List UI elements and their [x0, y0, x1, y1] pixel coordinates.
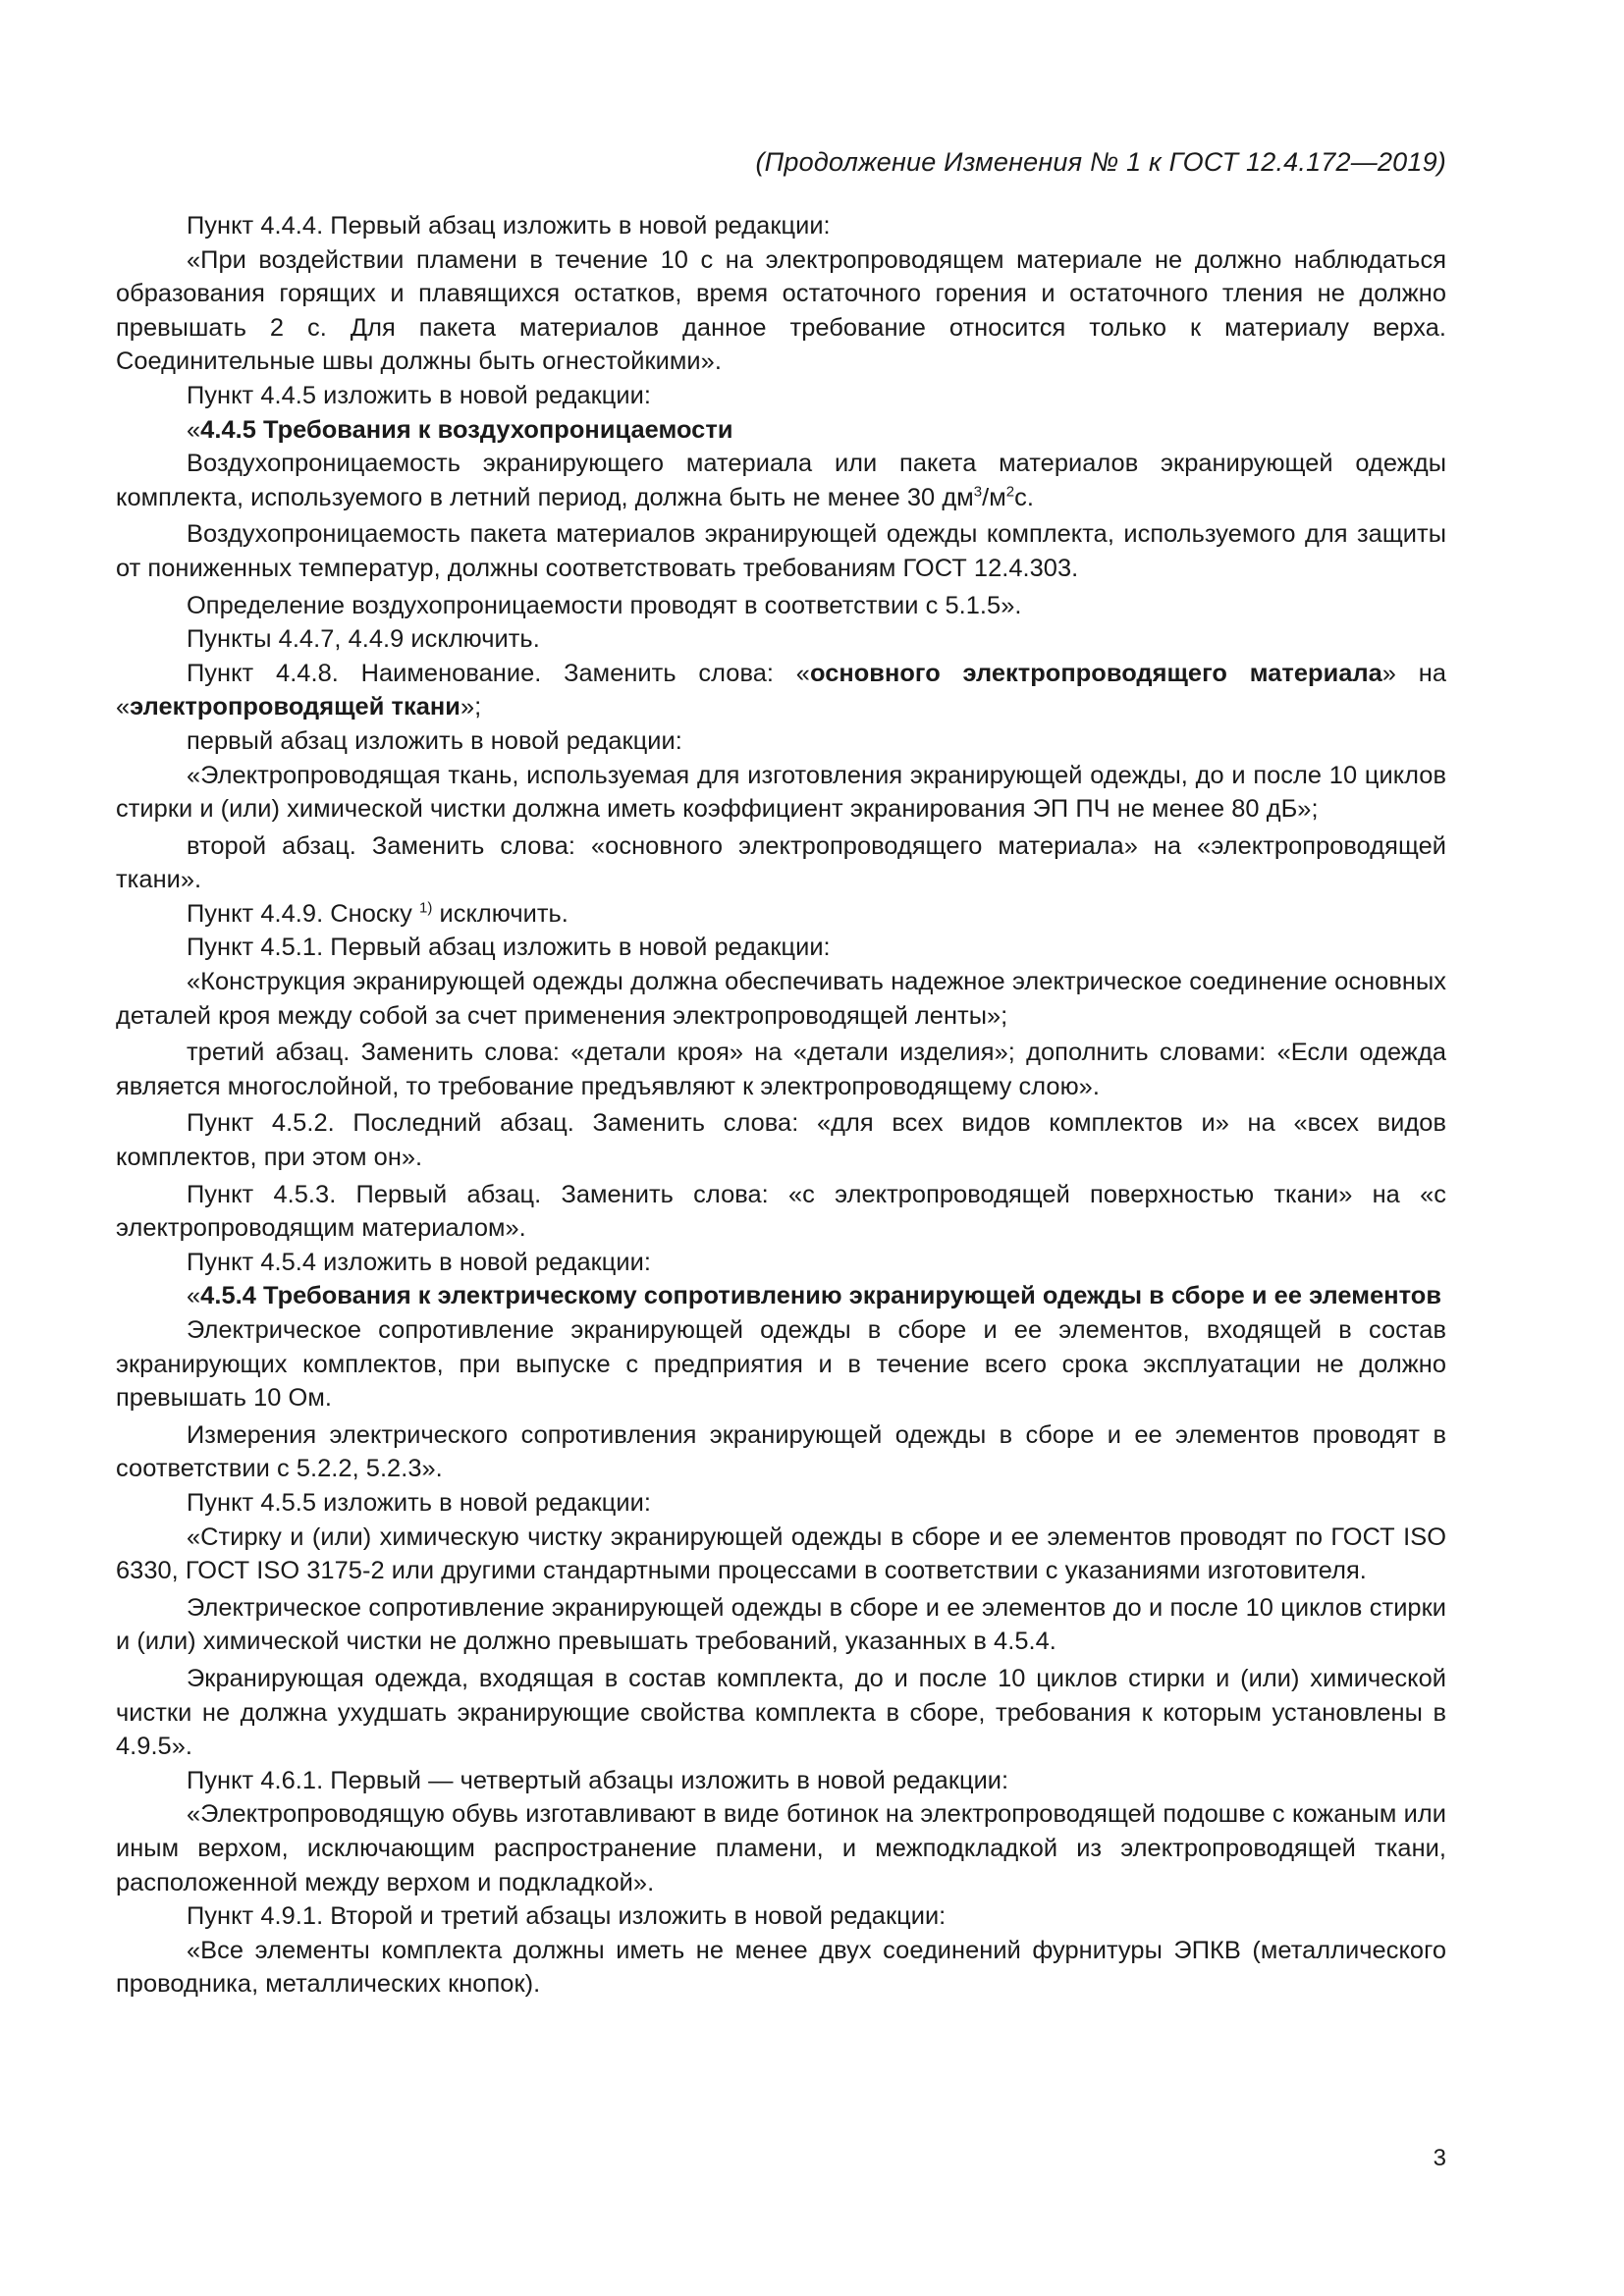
paragraph: Измерения электрического сопротивления экранирующей одежды в сборе и ее элементов проводят в соответствии с 5.2.2, 5.2.3». — [116, 1420, 1446, 1483]
paragraph: Пункты 4.4.7, 4.4.9 исключить. — [187, 625, 540, 654]
paragraph: Пункт 4.5.2. Последний абзац. Заменить слова: «для всех видов комплектов и» на «всех видов комплектов, при этом он». — [116, 1109, 1446, 1172]
page-number: 3 — [1433, 2145, 1446, 2171]
text-span: »; — [460, 693, 482, 721]
paragraph: второй абзац. Заменить слова: «основного электропроводящего материала» на «электропроводящей ткани». — [116, 831, 1446, 894]
paragraph: Воздухопроницаемость пакета материалов экранирующей одежды комплекта, используемого для защиты от пониженных температур, должны соответствовать требованиям ГОСТ 12.4.303. — [116, 520, 1446, 582]
paragraph: первый абзац изложить в новой редакции: — [187, 726, 682, 755]
paragraph: Электрическое сопротивление экранирующей одежды в сборе и ее элементов до и после 10 циклов стирки и (или) химической чистки не должно превышать требований, указанных в 4.5.4. — [116, 1593, 1446, 1656]
paragraph: Пункт 4.4.5 изложить в новой редакции: — [187, 381, 651, 409]
paragraph — [116, 657, 1446, 724]
text-span: Пункт 4.4.8. Наименование. Заменить слова: « — [187, 659, 810, 687]
bold-term: основного электропроводящего материала — [809, 659, 1382, 687]
paragraph: Пункт 4.5.1. Первый абзац изложить в новой редакции: — [187, 934, 831, 962]
text-span: Пункт 4.4.9. Сноску — [187, 899, 419, 928]
text-span: с. — [1014, 483, 1035, 511]
text-span: /м — [982, 483, 1006, 511]
paragraph: Пункт 4.4.4. Первый абзац изложить в новой редакции: — [187, 212, 831, 240]
paragraph: Электрическое сопротивление экранирующей одежды в сборе и ее элементов, входящей в состав экранирующих комплектов, при выпуске с предприятия и в течение всего срока эксплуатации не должно превышать 10 Ом. — [116, 1316, 1446, 1413]
text-span: Воздухопроницаемость экранирующего материала или пакета материалов экранирующей одежды комплекта, используемого в летний период, должна быть не менее 30 дм — [116, 450, 1446, 511]
quote-open: « — [187, 415, 201, 444]
section-heading: 4.5.4 Требования к электрическому сопротивлению экранирующей одежды в сборе и ее элементов — [200, 1282, 1441, 1310]
document-body — [116, 209, 1446, 2002]
paragraph: Экранирующая одежда, входящая в состав комплекта, до и после 10 циклов стирки и (или) химической чистки не должна ухудшать экранирующие свойства комплекта в сборе, требования к которым установлены в 4.9.5». — [116, 1664, 1446, 1761]
paragraph: Пункт 4.6.1. Первый — четвертый абзацы изложить в новой редакции: — [187, 1766, 1009, 1794]
paragraph: «Электропроводящую обувь изготавливают в виде ботинок на электропроводящей подошве с кожаным или иным верхом, исключающим распространение пламени, и межподкладкой из электропроводящей ткани, расположенной между верхом и подкладкой». — [116, 1800, 1446, 1896]
paragraph: Пункт 4.5.4 изложить в новой редакции: — [187, 1248, 651, 1276]
paragraph: «Все элементы комплекта должны иметь не менее двух соединений фурнитуры ЭПКВ (металлического проводника, металлических кнопок). — [116, 1936, 1446, 1999]
paragraph: Пункт 4.5.5 изложить в новой редакции: — [187, 1488, 651, 1517]
bold-term: электропроводящей ткани — [130, 693, 460, 721]
paragraph: «Конструкция экранирующей одежды должна обеспечивать надежное электрическое соединение основных деталей кроя между собой за счет применения электропроводящей ленты»; — [116, 968, 1446, 1030]
paragraph: «При воздействии пламени в течение 10 с на электропроводящем материале не должно наблюдаться образования горящих и плавящихся остатков, время остаточного горения и остаточного тления не должно превышать 2 с. Для пакета материалов данное требование относится только к материалу верха. Соединительные швы должны быть огнестойкими». — [116, 245, 1446, 376]
document-page — [116, 0, 1446, 2296]
superscript: 2 — [1005, 483, 1015, 501]
text-span: исключить. — [432, 899, 568, 928]
paragraph: «Электропроводящая ткань, используемая для изготовления экранирующей одежды, до и после 10 циклов стирки и (или) химической чистки должна иметь коэффициент экранирования ЭП ПЧ не менее 80 дБ»; — [116, 761, 1446, 824]
paragraph: Пункт 4.9.1. Второй и третий абзацы изложить в новой редакции: — [187, 1902, 947, 1931]
paragraph — [116, 897, 1446, 932]
paragraph: Пункт 4.5.3. Первый абзац. Заменить слова: «с электропроводящей поверхностью ткани» на «с электропроводящим материалом». — [116, 1180, 1446, 1243]
footnote-mark: 1) — [418, 899, 433, 917]
paragraph: Определение воздухопроницаемости проводят в соответствии с 5.1.5». — [187, 591, 1022, 619]
section-heading: 4.4.5 Требования к воздухопроницаемости — [200, 415, 733, 444]
paragraph: третий абзац. Заменить слова: «детали кроя» на «детали изделия»; дополнить словами: «Если одежда является многослойной, то требование предъявляют к электропроводящему слою». — [116, 1039, 1446, 1100]
running-header: (Продолжение Изменения № 1 к ГОСТ 12.4.172—2019) — [755, 147, 1446, 177]
section-heading-paragraph — [116, 413, 1446, 448]
section-heading-paragraph — [116, 1279, 1446, 1313]
superscript: 3 — [973, 483, 983, 501]
paragraph: «Стирку и (или) химическую чистку экранирующей одежды в сборе и ее элементов проводят по ГОСТ ISO 6330, ГОСТ ISO 3175-2 или другими стандартными процессами в соответствии с указаниями изготовителя. — [116, 1522, 1446, 1585]
text-span: » на « — [116, 659, 1446, 721]
quote-open: « — [187, 1282, 201, 1310]
paragraph — [116, 447, 1446, 514]
